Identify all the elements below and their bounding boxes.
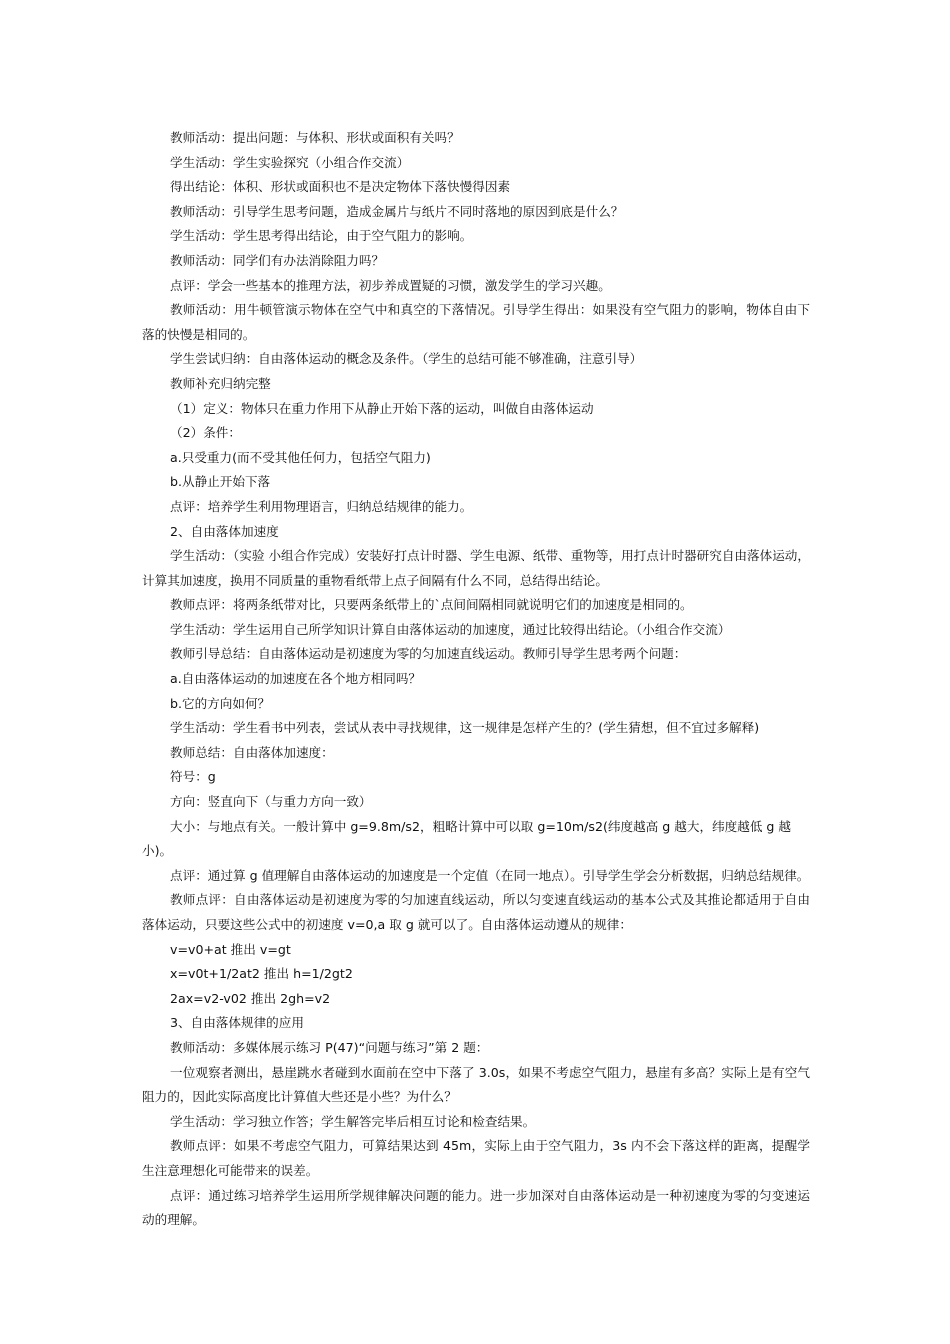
paragraph: b.它的方向如何？ <box>170 695 271 711</box>
paragraph: 方向：竖直向下（与重力方向一致） <box>170 794 372 810</box>
paragraph: 大小：与地点有关。一般计算中 g=9.8m/s2，粗略计算中可以取 g=10m/s2(纬度越高 g 越大，纬度越低 g 越小)。 <box>142 818 792 859</box>
paragraph: 教师点评：将两条纸带对比，只要两条纸带上的`点间间隔相同就说明它们的加速度是相同的。 <box>170 597 693 613</box>
paragraph: 学生活动：学生运用自己所学知识计算自由落体运动的加速度，通过比较得出结论。（小组合作交流） <box>170 621 731 637</box>
paragraph: 得出结论：体积、形状或面积也不是决定物体下落快慢得因素 <box>170 179 511 195</box>
formula-line: v=v0+at 推出 v=gt <box>170 941 291 957</box>
paragraph: 教师补充归纳完整 <box>170 375 271 391</box>
paragraph: 教师活动：用牛顿管演示物体在空气中和真空的下落情况。引导学生得出：如果没有空气阻力的影响，物体自由下落的快慢是相同的。 <box>142 302 810 342</box>
paragraph: 学生活动：学生实验探究（小组合作交流） <box>170 154 410 170</box>
paragraph: 教师总结：自由落体加速度： <box>170 744 334 760</box>
paragraph: 教师引导总结：自由落体运动是初速度为零的匀加速直线运动。教师引导学生思考两个问题： <box>170 646 687 662</box>
paragraph: 符号：g <box>170 769 216 785</box>
paragraph: 一位观察者测出，悬崖跳水者碰到水面前在空中下落了 3.0s，如果不考虑空气阻力，悬崖有多高？实际上是有空气阻力的，因此实际高度比计算值大些还是小些？为什么？ <box>142 1064 810 1105</box>
paragraph: 学生活动：（实验 小组合作完成）安装好打点计时器、学生电源、纸带、重物等，用打点计时器研究自由落体运动，计算其加速度，换用不同质量的重物看纸带上点子间隔有什么不同，总结得出结论。 <box>142 548 810 588</box>
section-heading: 3、自由落体规律的应用 <box>170 1015 304 1031</box>
paragraph: 学生活动：学生思考得出结论，由于空气阻力的影响。 <box>170 228 473 244</box>
paragraph: （1）定义：物体只在重力作用下从静止开始下落的运动，叫做自由落体运动 <box>170 400 594 416</box>
paragraph: 学生尝试归纳：自由落体运动的概念及条件。（学生的总结可能不够准确，注意引导） <box>170 351 643 367</box>
paragraph: b.从静止开始下落 <box>170 474 271 490</box>
paragraph: 学生活动：学习独立作答；学生解答完毕后相互讨论和检查结果。 <box>170 1113 536 1129</box>
section-heading: 2、自由落体加速度 <box>170 523 279 539</box>
paragraph: 教师活动：提出问题：与体积、形状或面积有关吗？ <box>170 130 460 145</box>
paragraph: 教师点评：如果不考虑空气阻力，可算结果达到 45m，实际上由于空气阻力，3s 内不会下落这样的距离，提醒学生注意理想化可能带来的误差。 <box>142 1138 810 1178</box>
paragraph: a.只受重力(而不受其他任何力，包括空气阻力) <box>170 449 431 465</box>
paragraph: 点评：通过练习培养学生运用所学规律解决问题的能力。进一步加深对自由落体运动是一种初速度为零的匀变速运动的理解。 <box>142 1187 810 1228</box>
paragraph: 教师活动：多媒体展示练习 P(47)“问题与练习”第 2 题： <box>170 1039 489 1055</box>
paragraph: 教师活动：引导学生思考问题，造成金属片与纸片不同时落地的原因到底是什么？ <box>170 203 624 219</box>
formula-line: x=v0t+1/2at2 推出 h=1/2gt2 <box>170 966 353 982</box>
paragraph: （2）条件： <box>170 425 241 441</box>
paragraph: 学生活动：学生看书中列表，尝试从表中寻找规律，这一规律是怎样产生的？(学生猜想，但不宜过多解释) <box>170 720 760 736</box>
paragraph: a.自由落体运动的加速度在各个地方相同吗？ <box>170 671 422 687</box>
formula-line: 2ax=v2-v02 推出 2gh=v2 <box>170 990 331 1006</box>
paragraph: 教师活动：同学们有办法消除阻力吗？ <box>170 252 385 268</box>
paragraph: 点评：学会一些基本的推理方法，初步养成置疑的习惯，激发学生的学习兴趣。 <box>170 277 611 293</box>
paragraph: 点评：通过算 g 值理解自由落体运动的加速度是一个定值（在同一地点）。引导学生学会分析数据，归纳总结规律。 <box>170 867 810 883</box>
paragraph: 教师点评：自由落体运动是初速度为零的匀加速直线运动，所以匀变速直线运动的基本公式及其推论都适用于自由落体运动，只要这些公式中的初速度 v=0,a 取 g 就可以了。自由落体运动遵从的规律： <box>142 892 810 932</box>
paragraph: 点评：培养学生利用物理语言，归纳总结规律的能力。 <box>170 498 473 514</box>
